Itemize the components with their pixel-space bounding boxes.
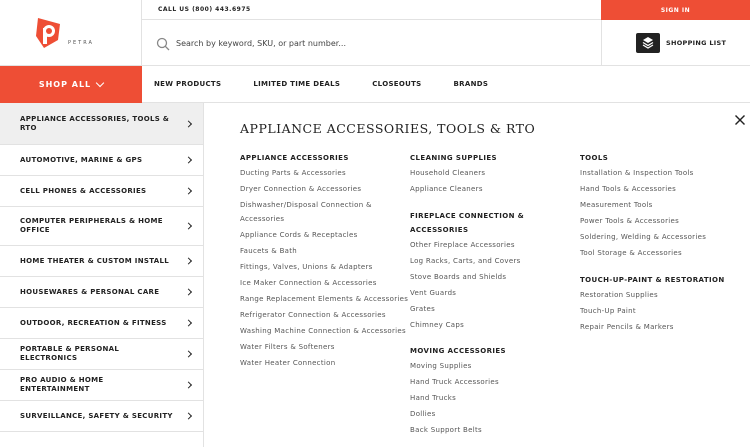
menu-link[interactable]: Touch-Up Paint (580, 306, 636, 315)
menu-link[interactable]: Vent Guards (410, 288, 457, 297)
chevron-right-icon (185, 156, 192, 163)
sidebar-item-automotive[interactable] (0, 145, 203, 176)
search-icon[interactable] (156, 37, 170, 51)
menu-link[interactable]: Log Racks, Carts, and Covers (410, 256, 521, 265)
menu-link[interactable]: Appliance Cords & Receptacles (240, 230, 358, 239)
menu-link[interactable]: Household Cleaners (410, 169, 486, 177)
sidebar-item-computer-peripherals[interactable] (0, 207, 203, 246)
sidebar-item-portable-electronics[interactable] (0, 339, 203, 370)
menu-link[interactable]: Restoration Supplies (580, 290, 658, 299)
menu-link[interactable]: Hand Tools & Accessories (580, 185, 677, 193)
category-sidebar (0, 103, 204, 447)
chevron-right-icon (185, 222, 192, 229)
chevron-right-icon (185, 257, 192, 264)
sidebar-item-label: PRO AUDIO & HOME ENTERTAINMENT (20, 376, 104, 393)
menu-group-title[interactable]: CLEANING SUPPLIES (410, 154, 497, 162)
menu-link[interactable]: Water Filters & Softeners (240, 342, 335, 351)
sidebar-item-surveillance[interactable] (0, 401, 203, 432)
nav-brands[interactable]: BRANDS (453, 80, 489, 88)
sidebar-item-label: HOME THEATER & CUSTOM INSTALL (20, 256, 169, 265)
nav-limited-time-deals[interactable]: LIMITED TIME DEALS (253, 80, 341, 88)
menu-link[interactable]: Chimney Caps (410, 320, 465, 329)
top-nav (142, 66, 750, 103)
chevron-right-icon (185, 187, 192, 194)
petra-logo-icon (30, 14, 66, 50)
mega-menu-panel (204, 103, 750, 447)
menu-group-title[interactable]: APPLIANCE ACCESSORIES (240, 154, 349, 162)
sign-in-button[interactable]: SIGN IN (601, 0, 750, 20)
menu-link[interactable]: Dollies (410, 410, 436, 418)
close-icon[interactable] (734, 114, 746, 126)
sidebar-item-label: CELL PHONES & ACCESSORIES (20, 186, 147, 195)
menu-link[interactable]: Range Replacement Elements & Accessories (240, 294, 409, 303)
sidebar-item-label: HOUSEWARES & PERSONAL CARE (20, 287, 160, 296)
nav-new-products[interactable]: NEW PRODUCTS (154, 80, 222, 88)
chevron-right-icon (185, 319, 192, 326)
chevron-right-icon (185, 350, 192, 357)
sidebar-item-cell-phones[interactable] (0, 176, 203, 207)
menu-link[interactable]: Hand Trucks (410, 394, 457, 402)
menu-column-2 (410, 151, 580, 440)
menu-link[interactable]: Hand Truck Accessories (410, 378, 499, 386)
phone-number[interactable]: CALL US (800) 443.6975 (158, 6, 251, 13)
menu-link[interactable]: Water Heater Connection (240, 358, 336, 367)
sidebar-item-label: SURVEILLANCE, SAFETY & SECURITY (20, 411, 173, 420)
chevron-right-icon (185, 412, 192, 419)
chevron-right-icon (185, 288, 192, 295)
sidebar-item-label: OUTDOOR, RECREATION & FITNESS (20, 318, 167, 327)
menu-link[interactable]: Measurement Tools (580, 201, 653, 209)
shopping-list-button[interactable] (601, 20, 750, 66)
chevron-down-icon (96, 79, 104, 87)
sidebar-item-label: COMPUTER PERIPHERALS & HOME OFFICE (20, 217, 163, 234)
shop-all-label: SHOP ALL (38, 80, 92, 89)
shop-all-button[interactable] (0, 66, 142, 103)
menu-group-title[interactable]: FIREPLACE CONNECTION & ACCESSORIES (410, 211, 525, 234)
menu-group-title[interactable]: TOUCH-UP-PAINT & RESTORATION (580, 275, 725, 284)
menu-group-title[interactable]: MOVING ACCESSORIES (410, 347, 507, 355)
menu-link[interactable]: Fittings, Valves, Unions & Adapters (240, 262, 373, 271)
sidebar-item-label: AUTOMOTIVE, MARINE & GPS (20, 155, 143, 164)
menu-link[interactable]: Tool Storage & Accessories (580, 249, 682, 257)
search-bar (142, 20, 602, 66)
sidebar-item-label: PORTABLE & PERSONAL ELECTRONICS (20, 345, 120, 362)
logo-text: PETRA (68, 40, 94, 46)
menu-link[interactable]: Other Fireplace Accessories (410, 240, 515, 249)
sidebar-item-outdoor[interactable] (0, 308, 203, 339)
sidebar-item-housewares[interactable] (0, 277, 203, 308)
sidebar-item-appliance-accessories[interactable] (0, 103, 203, 145)
menu-link[interactable]: Ice Maker Connection & Accessories (240, 278, 377, 287)
menu-link[interactable]: Dryer Connection & Accessories (240, 185, 362, 193)
sidebar-item-label: APPLIANCE ACCESSORIES, TOOLS & RTO (20, 114, 170, 132)
mega-menu-title: APPLIANCE ACCESSORIES, TOOLS & RTO (240, 121, 536, 136)
menu-link[interactable]: Back Support Belts (410, 426, 482, 434)
sidebar-item-pro-audio[interactable] (0, 370, 203, 401)
menu-link[interactable]: Ducting Parts & Accessories (240, 169, 346, 177)
menu-link[interactable]: Dishwasher/Disposal Connection & Accessories (240, 201, 372, 223)
shopping-list-label: SHOPPING LIST (666, 39, 727, 47)
menu-link[interactable]: Stove Boards and Shields (410, 272, 507, 281)
chevron-right-icon (185, 381, 192, 388)
menu-link[interactable]: Grates (410, 304, 436, 313)
menu-link[interactable]: Faucets & Bath (240, 246, 298, 255)
search-input[interactable] (176, 34, 576, 52)
menu-link[interactable]: Moving Supplies (410, 362, 472, 370)
menu-link[interactable]: Repair Pencils & Markers (580, 322, 674, 331)
menu-column-3 (580, 151, 750, 337)
menu-link[interactable]: Appliance Cleaners (410, 185, 483, 193)
menu-link[interactable]: Installation & Inspection Tools (580, 169, 694, 177)
menu-column-1 (240, 151, 410, 373)
chevron-right-icon (185, 120, 192, 127)
menu-link[interactable]: Power Tools & Accessories (580, 217, 680, 225)
menu-link[interactable]: Soldering, Welding & Accessories (580, 233, 707, 241)
menu-link[interactable]: Refrigerator Connection & Accessories (240, 310, 386, 319)
sidebar-item-home-theater[interactable] (0, 246, 203, 277)
logo[interactable] (0, 0, 142, 66)
menu-group-title[interactable]: TOOLS (580, 154, 609, 162)
call-bar (142, 0, 602, 20)
shopping-list-icon (636, 33, 660, 53)
menu-link[interactable]: Washing Machine Connection & Accessories (240, 326, 406, 335)
nav-closeouts[interactable]: CLOSEOUTS (372, 80, 422, 88)
